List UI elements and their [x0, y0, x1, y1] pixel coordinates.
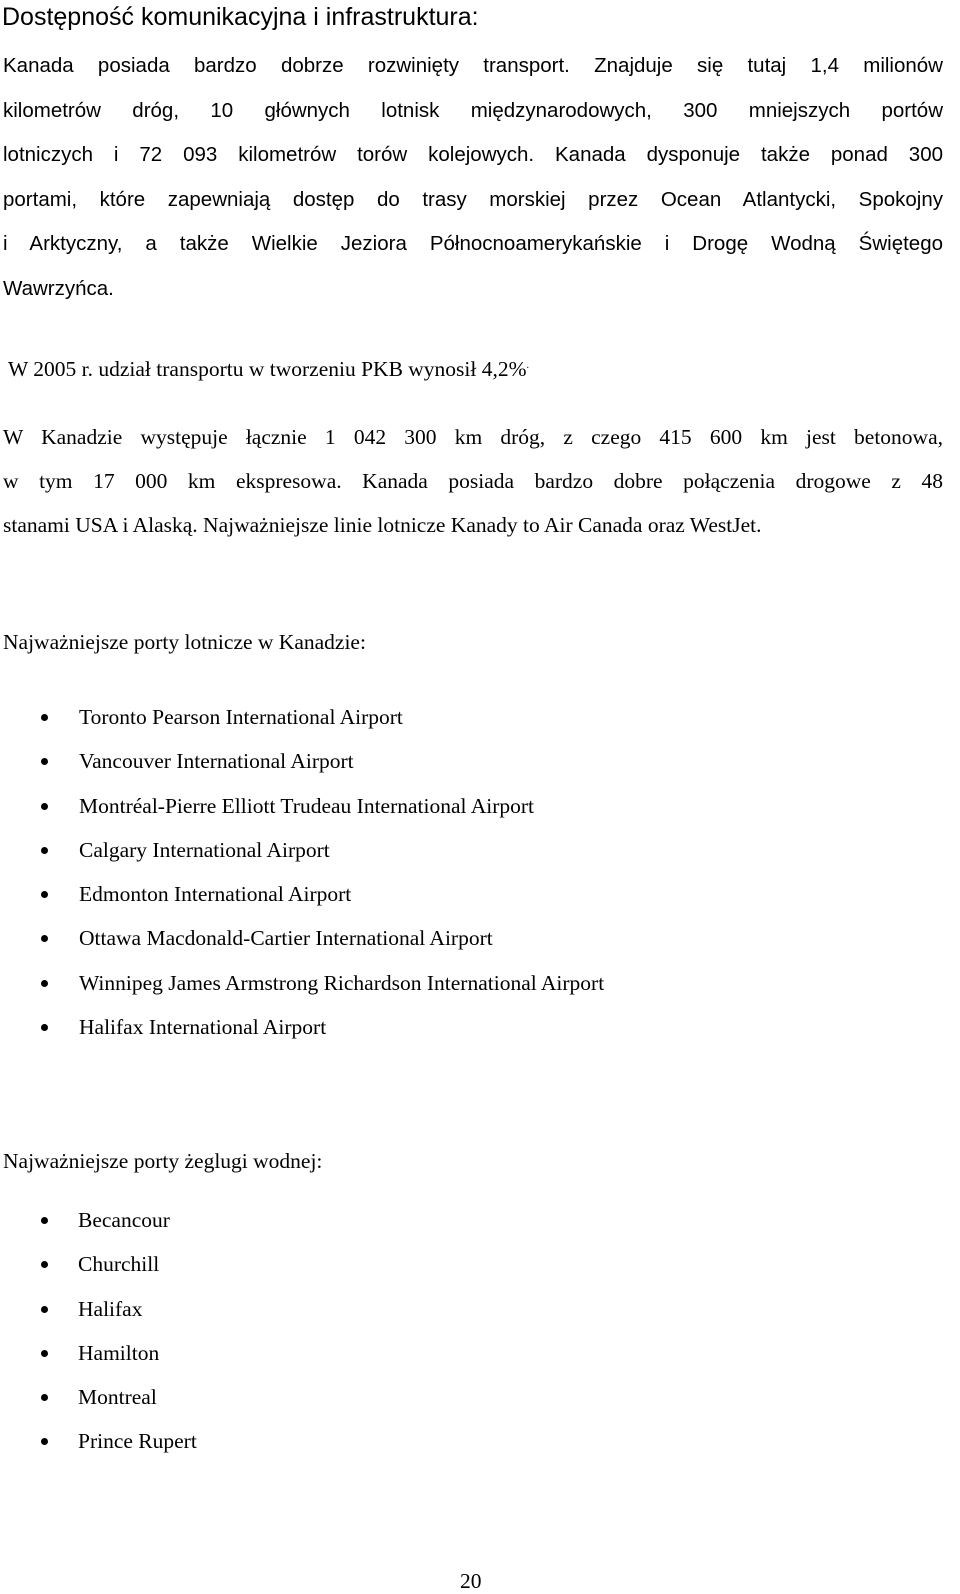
- page-number: 20: [460, 1569, 482, 1593]
- airport-name: Halifax International Airport: [79, 1015, 327, 1040]
- intro-line: Wawrzyńca.: [3, 276, 114, 300]
- bullet-icon: [41, 1217, 48, 1224]
- airport-name: Winnipeg James Armstrong Richardson International Airport: [79, 970, 605, 995]
- bullet-icon: [41, 714, 48, 721]
- gdp-share-line: [8, 351, 529, 384]
- seaports-title: Najważniejsze porty żeglugi wodnej:: [3, 1149, 323, 1173]
- gdp-share-text: W 2005 r. udział transportu w tworzeniu PKB wynosił 4,2%: [8, 357, 527, 382]
- intro-paragraph: [3, 44, 943, 311]
- bullet-icon: [41, 1438, 48, 1445]
- bullet-icon: [41, 847, 48, 854]
- roads-line: W Kanadzie występuje łącznie 1 042 300 km dróg, z czego 415 600 km jest betonowa,: [3, 425, 943, 449]
- airports-title: Najważniejsze porty lotnicze w Kanadzie:: [3, 630, 366, 654]
- seaport-name: Becancour: [78, 1208, 170, 1232]
- bullet-icon: [41, 1350, 48, 1357]
- bullet-icon: [41, 980, 48, 987]
- airport-name: Ottawa Macdonald-Cartier International Airport: [79, 926, 493, 951]
- bullet-icon: [41, 1024, 48, 1031]
- seaport-name: Hamilton: [78, 1340, 160, 1365]
- airport-name: Montréal-Pierre Elliott Trudeau International Airport: [79, 793, 534, 818]
- bullet-icon: [41, 803, 48, 810]
- section-heading: Dostępność komunikacyjna i infrastruktura:: [2, 3, 479, 31]
- bullet-icon: [41, 1261, 48, 1268]
- airport-name: Vancouver International Airport: [79, 749, 354, 774]
- intro-line: i Arktyczny, a także Wielkie Jeziora Północnoamerykańskie i Drogę Wodną Świętego: [3, 232, 943, 255]
- intro-line: Kanada posiada bardzo dobrze rozwinięty transport. Znajduje się tutaj 1,4 milionów: [3, 54, 943, 77]
- seaport-name: Prince Rupert: [78, 1429, 197, 1454]
- bullet-icon: [41, 1394, 48, 1401]
- bullet-icon: [41, 758, 48, 765]
- bullet-icon: [41, 935, 48, 942]
- seaport-name: Montreal: [78, 1385, 157, 1410]
- roads-line: w tym 17 000 km ekspresowa. Kanada posiada bardzo dobre połączenia drogowe z 48: [3, 469, 943, 493]
- roads-line: stanami USA i Alaską. Najważniejsze linie lotnicze Kanady to Air Canada oraz WestJet.: [3, 513, 762, 537]
- intro-line: portami, które zapewniają dostęp do trasy morskiej przez Ocean Atlantycki, Spokojny: [3, 187, 943, 211]
- intro-line: kilometrów dróg, 10 głównych lotnisk międzynarodowych, 300 mniejszych portów: [3, 98, 943, 122]
- roads-paragraph: [3, 415, 943, 547]
- intro-line: lotniczych i 72 093 kilometrów torów kolejowych. Kanada dysponuje także ponad 300: [3, 143, 943, 166]
- airport-name: Toronto Pearson International Airport: [79, 705, 403, 729]
- seaport-name: Halifax: [78, 1296, 143, 1321]
- airport-name: Calgary International Airport: [79, 837, 330, 862]
- airport-name: Edmonton International Airport: [79, 882, 352, 907]
- gdp-share-suffix: .: [526, 360, 530, 371]
- bullet-icon: [41, 1306, 48, 1313]
- seaport-name: Churchill: [78, 1252, 160, 1277]
- bullet-icon: [41, 891, 48, 898]
